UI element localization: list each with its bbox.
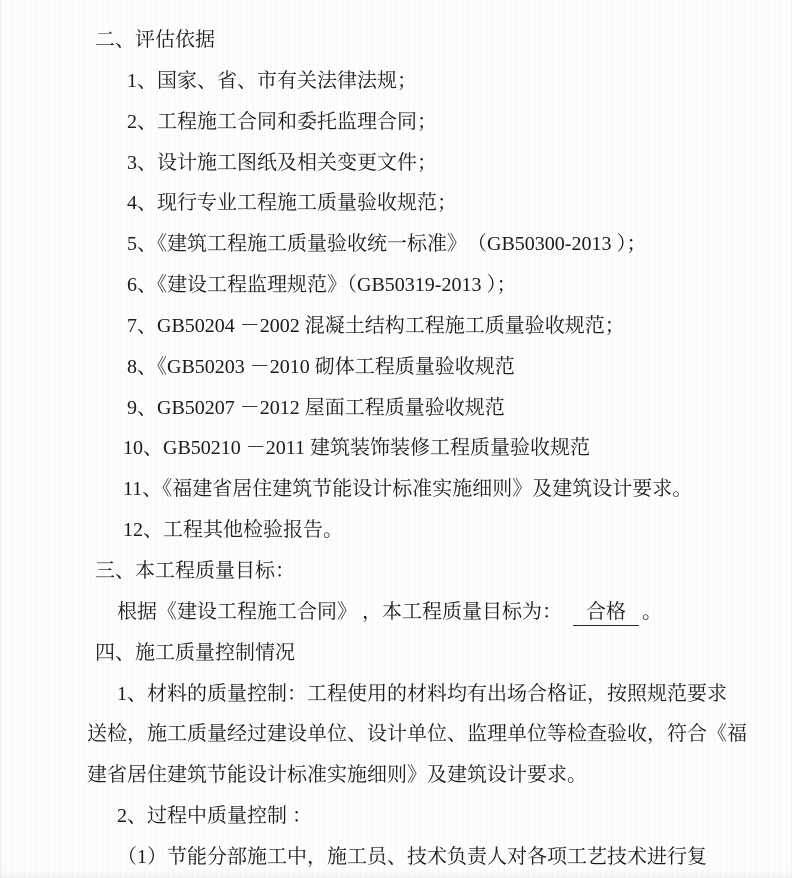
section-2-heading: 二、评估依据: [95, 29, 215, 51]
list-item: 1、国家、省、市有关法律法规；: [127, 69, 417, 92]
quality-target-sentence-prefix: 根据《建设工程施工合同》 ，本工程质量目标为：: [117, 600, 562, 623]
quality-target-sentence-suffix: 。: [642, 600, 662, 623]
list-item: 9、GB50207 －2012 屋面工程质量验收规范: [127, 396, 505, 419]
list-item: 5、《建筑工程施工质量验收统一标准》 （GB50300-2013 ）；: [127, 233, 647, 256]
section-3-heading: 三、本工程质量目标：: [95, 559, 295, 582]
paragraph-line: 2、过程中质量控制 ：: [117, 805, 312, 828]
quality-target-sentence: [117, 592, 736, 633]
section-4-heading: 四、施工质量控制情况: [95, 641, 295, 664]
list-item: 6、《建设工程监理规范》（GB50319-2013 ）；: [127, 274, 517, 297]
paragraph-line: 建省居住建筑节能设计标准实施细则》及建筑设计要求。: [87, 764, 587, 787]
list-item: 4、现行专业工程施工质量验收规范；: [127, 192, 457, 215]
list-item: 2、工程施工合同和委托监理合同；: [127, 110, 437, 133]
list-item: 3、设计施工图纸及相关变更文件；: [127, 151, 437, 174]
paragraph-line: 1、材料的质量控制：工程使用的材料均有出场合格证，按照规范要求: [117, 682, 727, 705]
list-item: 8、《GB50203 －2010 砌体工程质量验收规范: [127, 355, 515, 378]
list-item: 12、工程其他检验报告。: [123, 519, 343, 542]
paragraph-line: 送检，施工质量经过建设单位、设计单位、监理单位等检查验收，符合《福: [87, 723, 747, 746]
list-item: 11、《福建省居住建筑节能设计标准实施细则》及建筑设计要求。: [123, 478, 693, 501]
paragraph-line: （1）节能分部施工中，施工员、技术负责人对各项工艺技术进行复: [117, 845, 707, 868]
quality-target-value: 合格: [573, 599, 639, 626]
list-item: 10、GB50210 －2011 建筑装饰装修工程质量验收规范: [123, 437, 591, 460]
list-item: 7、GB50204 －2002 混凝土结构工程施工质量验收规范；: [127, 314, 625, 337]
